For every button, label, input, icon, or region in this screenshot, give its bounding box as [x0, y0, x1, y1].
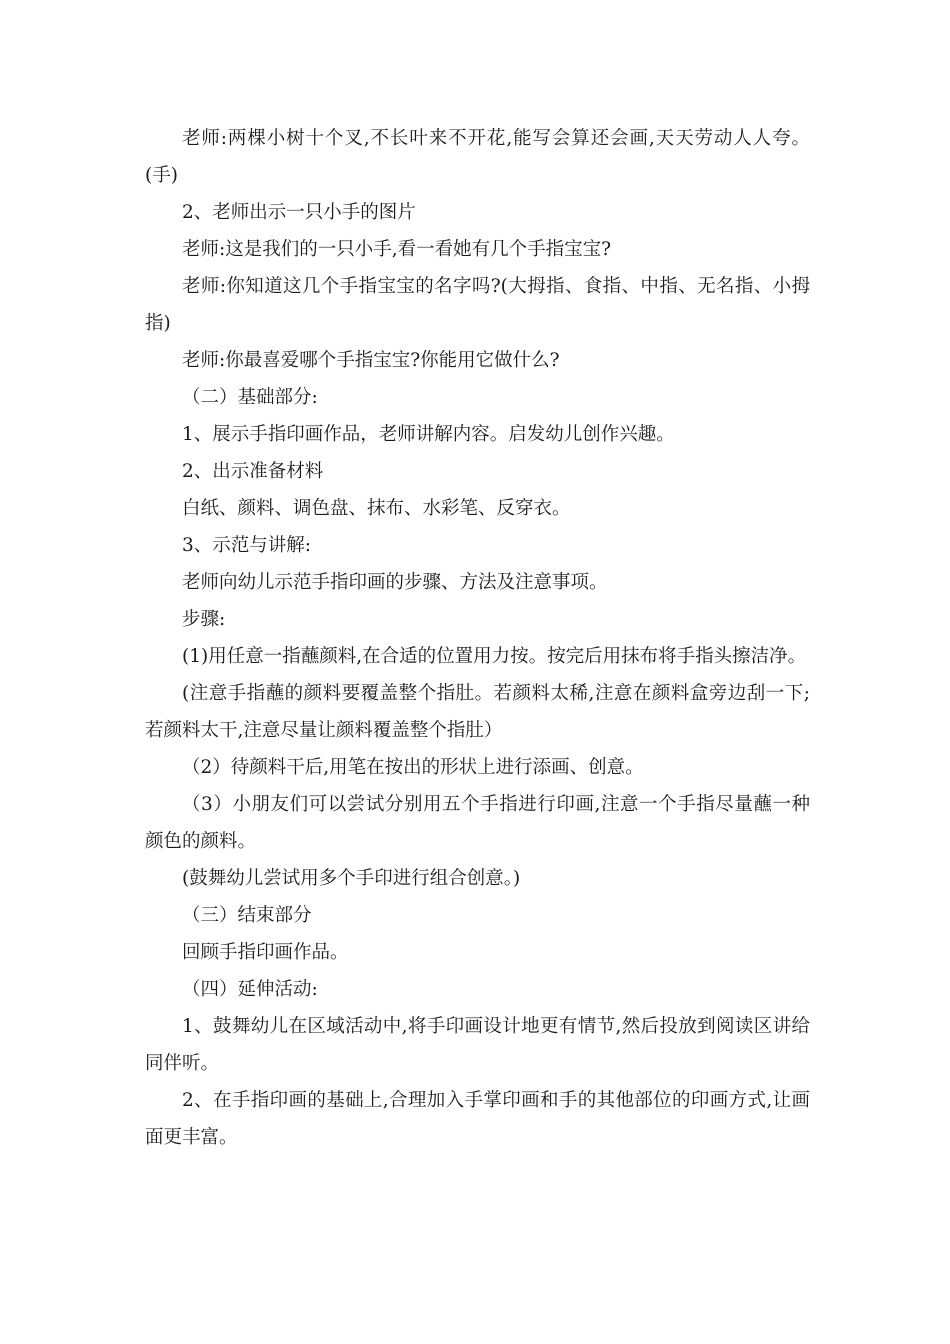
paragraph-demo-explain: 3、示范与讲解: — [182, 535, 312, 556]
paragraph-review-works: 回顾手指印画作品。 — [182, 942, 349, 963]
paragraph-riddle: 老师:两棵小树十个叉,不长叶来不开花,能写会算还会画,天天劳动人人夸。(手) — [145, 128, 810, 186]
paragraph-teacher-demo: 老师向幼儿示范手指印画的步骤、方法及注意事项。 — [182, 572, 608, 593]
paragraph-step-3: （3）小朋友们可以尝试分别用五个手指进行印画,注意一个手指尽量蘸一种颜色的颜料。 — [145, 794, 810, 852]
paragraph-finger-names: 老师:你知道这几个手指宝宝的名字吗?(大拇指、食指、中指、无名指、小拇指) — [145, 276, 810, 334]
paragraph-show-hand-picture: 2、老师出示一只小手的图片 — [182, 202, 416, 223]
paragraph-steps-label: 步骤: — [182, 609, 226, 630]
section-heading-basic: （二）基础部分: — [182, 387, 318, 408]
paragraph-materials-list: 白纸、颜料、调色盘、抹布、水彩笔、反穿衣。 — [182, 498, 571, 519]
section-heading-ending: （三）结束部分 — [182, 905, 312, 926]
paragraph-extension-2: 2、在手指印画的基础上,合理加入手掌印画和手的其他部位的印画方式,让画面更丰富。 — [145, 1090, 810, 1148]
paragraph-favorite-finger: 老师:你最喜爱哪个手指宝宝?你能用它做什么? — [182, 350, 560, 371]
paragraph-step-1: (1)用任意一指蘸颜料,在合适的位置用力按。按完后用抹布将手指头擦洁净。 — [182, 646, 807, 667]
section-heading-extension: （四）延伸活动: — [182, 979, 318, 1000]
paragraph-step-1-note: (注意手指蘸的颜料要覆盖整个指肚。若颜料太稀,注意在颜料盒旁边刮一下;若颜料太干,注意尽量让颜料覆盖整个指肚） — [145, 683, 810, 741]
paragraph-how-many-fingers: 老师:这是我们的一只小手,看一看她有几个手指宝宝? — [182, 239, 612, 260]
paragraph-extension-1: 1、鼓舞幼儿在区域活动中,将手印画设计地更有情节,然后投放到阅读区讲给同伴听。 — [145, 1016, 810, 1074]
paragraph-show-materials: 2、出示准备材料 — [182, 461, 324, 482]
document-body — [145, 120, 810, 1156]
paragraph-step-2: （2）待颜料干后,用笔在按出的形状上进行添画、创意。 — [182, 757, 644, 778]
paragraph-encourage-combo: (鼓舞幼儿尝试用多个手印进行组合创意。) — [182, 868, 521, 889]
paragraph-show-works: 1、展示手指印画作品，老师讲解内容。启发幼儿创作兴趣。 — [182, 424, 675, 445]
